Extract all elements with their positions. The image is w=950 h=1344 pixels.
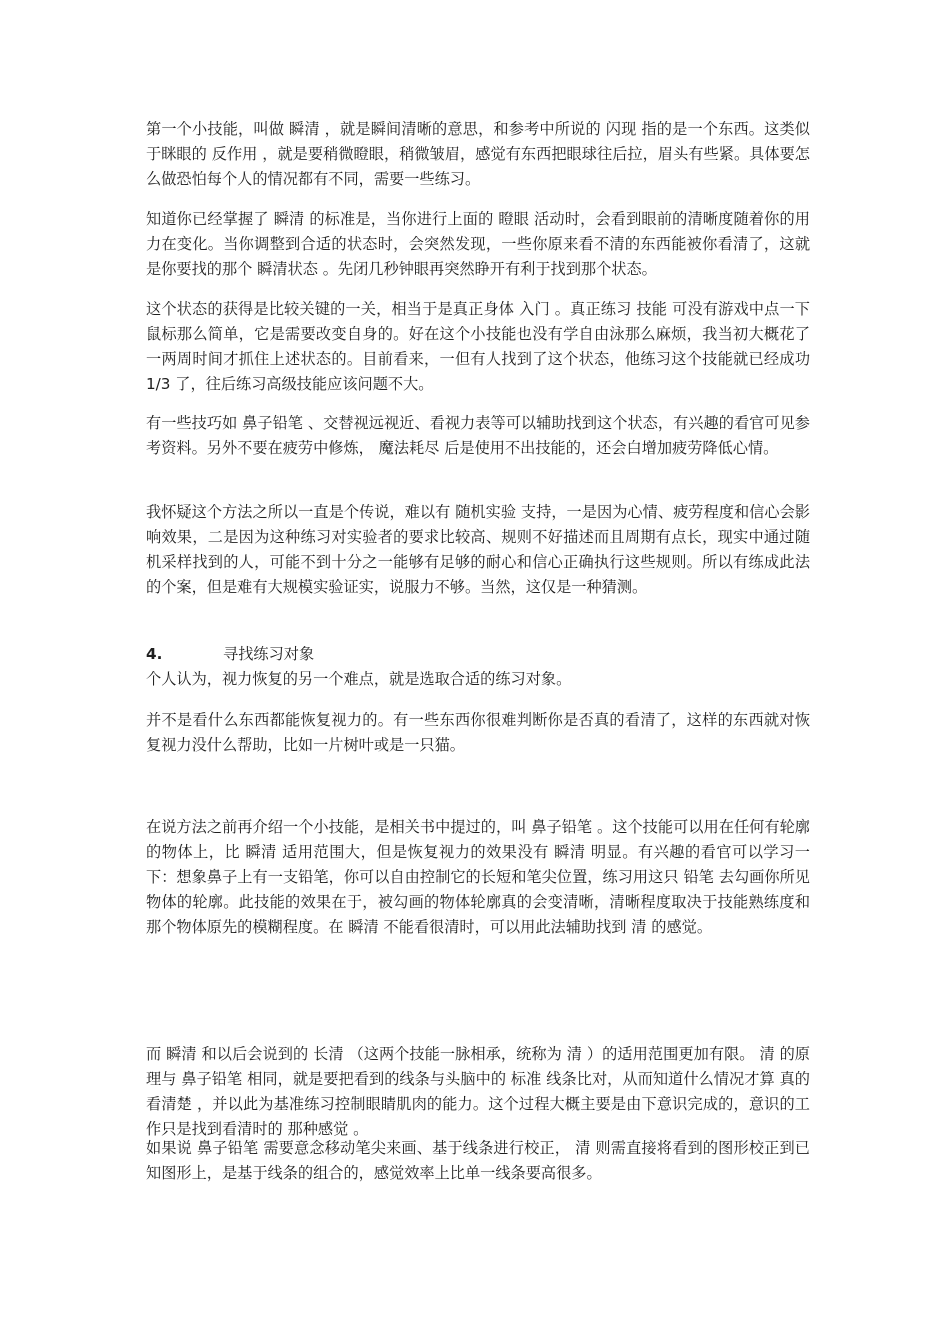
section-number: 4. [146,645,163,663]
paragraph-key-state-text-b: 了，往后练习高级技能应该问题不大。 [170,375,434,393]
paragraph-instant-clear-skill: 第一个小技能，叫做 瞬清 ，就是瞬间清晰的意思，和参考中所说的 闪现 指的是一个东西。这类似于眯眼的 反作用 ，就是要稍微瞪眼，稍微皱眉，感觉有东西把眼球往后拉，眉头有些紧。具体要怎么做恐怕每个人的情况都有不同，需要一些练习。 [146,120,810,188]
paragraph-comparison: 如果说 鼻子铅笔 需要意念移动笔尖来画、基于线条进行校正， 清 则需直接将看到的图形校正到已知图形上，是基于线条的组合的，感觉效率上比单一线条要高很多。 [146,1139,810,1182]
paragraph-speculation: 我怀疑这个方法之所以一直是个传说，难以有 随机实验 支持，一是因为心情、疲劳程度和信心会影响效果，二是因为这种练习对实验者的要求比较高、规则不好描述而且周期有点长，现实中通过随机采样找到的人，可能不到十分之一能够有足够的耐心和信心正确执行这些规则。所以有练成此法的个案，但是难有大规模实验证实，说服力不够。当然，这仅是一种猜测。 [146,503,810,596]
paragraph-difficulty: 个人认为，视力恢复的另一个难点，就是选取合适的练习对象。 [146,670,572,688]
fraction-one-third: 1/3 [146,375,171,393]
paragraph-key-state-text-a: 这个状态的获得是比较关键的一关，相当于是真正身体 入门 。真正练习 技能 可没有游戏中点一下鼠标那么简单，它是需要改变自身的。好在这个小技能也没有学自由泳那么麻烦，我当初大概花了一两周时间才抓住上述状态的。目前看来，一但有人找到了这个状态，他练习这个技能就已经成功 [146,300,810,368]
section-title: 寻找练习对象 [223,645,315,663]
paragraph-auxiliary-techniques: 有一些技巧如 鼻子铅笔 、交替视远视近、看视力表等可以辅助找到这个状态，有兴趣的看官可见参考资料。另外不要在疲劳中修炼， 魔法耗尽 后是使用不出技能的，还会白增加疲劳降低心情。 [146,414,810,457]
section-heading [146,642,810,667]
paragraph-key-state [146,297,810,397]
paragraph-mastery-criteria: 知道你已经掌握了 瞬清 的标准是，当你进行上面的 瞪眼 活动时，会看到眼前的清晰度随着你的用力在变化。当你调整到合适的状态时，会突然发现，一些你原来看不清的东西能被你看清了，这就是你要找的那个 瞬清状态 。先闭几秒钟眼再突然睁开有利于找到那个状态。 [146,210,810,278]
paragraph-clear-principle: 而 瞬清 和以后会说到的 长清 （这两个技能一脉相承，统称为 清 ）的适用范围更加有限。 清 的原理与 鼻子铅笔 相同，就是要把看到的线条与头脑中的 标准 线条比对，从而知道什么情况才算 真的看清楚 ，并以此为基准练习控制眼睛肌肉的能力。这个过程大概主要是由下意识完成的，意识的工作只是找到看清时的 那种感觉 。 [146,1045,810,1138]
paragraph-nose-pencil: 在说方法之前再介绍一个小技能，是相关书中提过的，叫 鼻子铅笔 。这个技能可以用在任何有轮廓的物体上，比 瞬清 适用范围大，但是恢复视力的效果没有 瞬清 明显。有兴趣的看官可以学习一下：想象鼻子上有一支铅笔，你可以自由控制它的长短和笔尖位置，练习用这只 铅笔 去勾画你所见物体的轮廓。此技能的效果在于，被勾画的物体轮廓真的会变清晰，清晰程度取决于技能熟练度和那个物体原先的模糊程度。在 瞬清 不能看很清时，可以用此法辅助找到 清 的感觉。 [146,818,810,936]
paragraph-object-choice: 并不是看什么东西都能恢复视力的。有一些东西你很难判断你是否真的看清了，这样的东西就对恢复视力没什么帮助，比如一片树叶或是一只猫。 [146,711,810,754]
